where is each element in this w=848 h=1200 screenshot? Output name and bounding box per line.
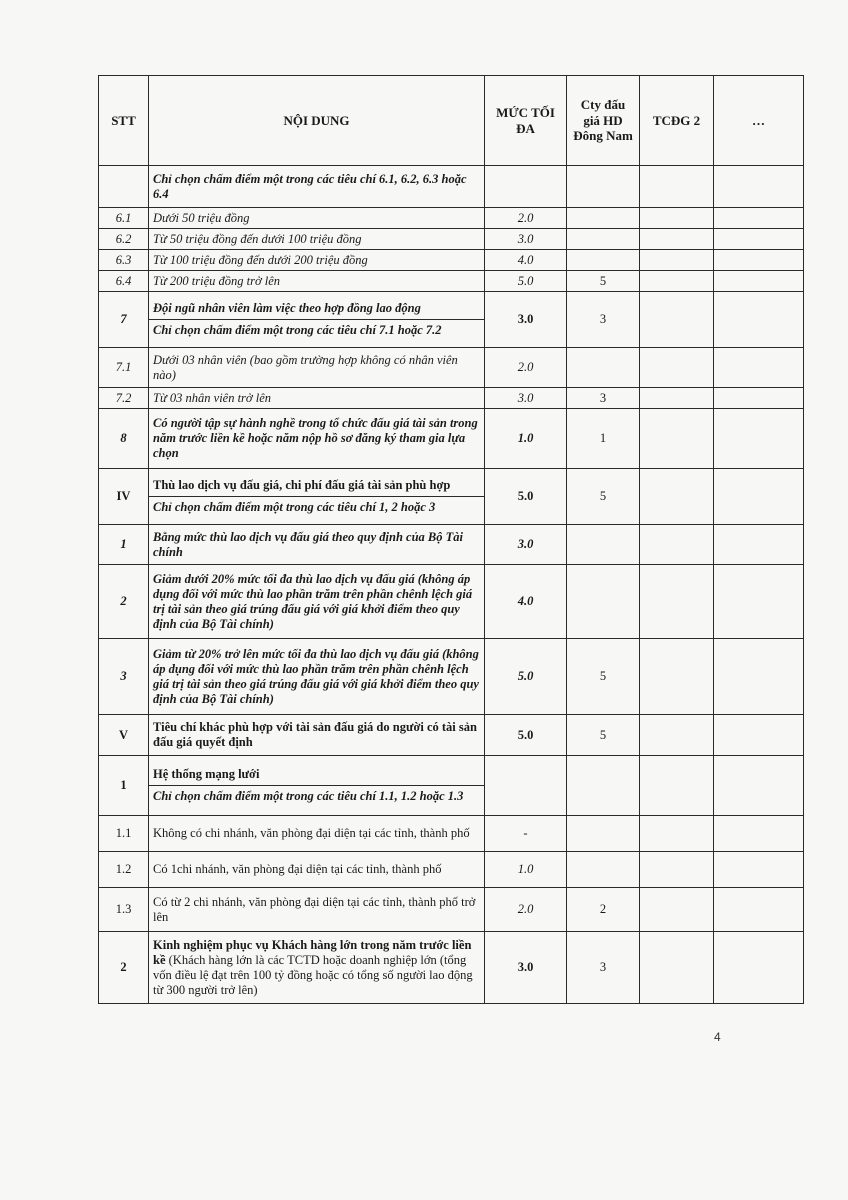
row-tcdg2 (640, 525, 714, 565)
row-tcdg2 (640, 715, 714, 756)
row-tcdg2 (640, 852, 714, 888)
row-tcdg2 (640, 469, 714, 525)
row-tcdg2 (640, 888, 714, 932)
row-more (714, 250, 804, 271)
row-max (485, 166, 567, 208)
row-tcdg2 (640, 229, 714, 250)
table-row (99, 271, 804, 292)
row-more (714, 816, 804, 852)
row-max: 1.0 (485, 409, 567, 469)
row-tcdg2 (640, 166, 714, 208)
row-tcdg2 (640, 271, 714, 292)
row-stt: 6.4 (99, 271, 149, 292)
row-content-heading: Kinh nghiệm phục vụ Khách hàng lớn trong năm trước liền kề (153, 937, 472, 967)
row-content-note: Chỉ chọn chấm điểm một trong các tiêu chí 7.1 hoặc 7.2 (153, 323, 442, 337)
table-row (99, 250, 804, 271)
row-stt: 1.2 (99, 852, 149, 888)
table-row (99, 292, 804, 348)
row-tcdg2 (640, 250, 714, 271)
row-max: 4.0 (485, 565, 567, 639)
row-content: Không có chi nhánh, văn phòng đại diện tại các tỉnh, thành phố (149, 816, 485, 852)
row-content: Từ 100 triệu đồng đến dưới 200 triệu đồng (149, 250, 485, 271)
row-more (714, 888, 804, 932)
row-stt: 1 (99, 525, 149, 565)
row-more (714, 639, 804, 715)
row-more (714, 208, 804, 229)
row-content: Tiêu chí khác phù hợp với tài sản đấu giá do người có tài sản đấu giá quyết định (149, 715, 485, 756)
table-row (99, 525, 804, 565)
row-stt (99, 166, 149, 208)
table-row (99, 166, 804, 208)
row-max: 2.0 (485, 348, 567, 388)
row-cty: 5 (567, 271, 640, 292)
row-stt: 7 (99, 292, 149, 348)
row-cty (567, 348, 640, 388)
row-content: Giảm từ 20% trở lên mức tối đa thù lao dịch vụ đấu giá (không áp dụng đối với mức thù lao phần trăm trên phần chênh lệch giá trị tài sản theo giá trúng đấu giá với giá khởi điểm theo quy định của Bộ Tài chính) (149, 639, 485, 715)
table-row (99, 756, 804, 816)
row-stt: 6.1 (99, 208, 149, 229)
row-more (714, 292, 804, 348)
row-more (714, 166, 804, 208)
row-content-heading: Đội ngũ nhân viên làm việc theo hợp đồng lao động (149, 301, 484, 320)
row-stt: 6.3 (99, 250, 149, 271)
row-max: 1.0 (485, 852, 567, 888)
row-more (714, 565, 804, 639)
row-more (714, 348, 804, 388)
row-max: 2.0 (485, 888, 567, 932)
row-content (149, 292, 485, 348)
row-cty: 3 (567, 292, 640, 348)
row-more (714, 756, 804, 816)
page-number: 4 (714, 1030, 721, 1044)
row-max: 3.0 (485, 292, 567, 348)
criteria-table (98, 75, 804, 1004)
row-content-note: Chỉ chọn chấm điểm một trong các tiêu chí 1, 2 hoặc 3 (153, 500, 436, 514)
header-muc-toi-da: MỨC TỐI ĐA (485, 76, 567, 166)
row-max: 5.0 (485, 639, 567, 715)
table-row (99, 348, 804, 388)
row-max: 3.0 (485, 388, 567, 409)
header-cty: Cty đấu giá HD Đông Nam (567, 76, 640, 166)
row-cty (567, 816, 640, 852)
row-tcdg2 (640, 292, 714, 348)
row-cty (567, 208, 640, 229)
table-header-row (99, 76, 804, 166)
row-tcdg2 (640, 639, 714, 715)
row-cty: 5 (567, 469, 640, 525)
row-max: - (485, 816, 567, 852)
row-more (714, 469, 804, 525)
header-stt: STT (99, 76, 149, 166)
row-stt: 6.2 (99, 229, 149, 250)
row-more (714, 932, 804, 1004)
row-content: Dưới 50 triệu đồng (149, 208, 485, 229)
row-stt: 3 (99, 639, 149, 715)
row-stt: 1.3 (99, 888, 149, 932)
header-tcdg2: TCĐG 2 (640, 76, 714, 166)
table-row (99, 565, 804, 639)
row-content: Có người tập sự hành nghề trong tổ chức đấu giá tài sản trong năm trước liền kề hoặc năm nộp hồ sơ đăng ký tham gia lựa chọn (149, 409, 485, 469)
row-content: Từ 03 nhân viên trở lên (149, 388, 485, 409)
row-tcdg2 (640, 565, 714, 639)
row-tcdg2 (640, 816, 714, 852)
table-row (99, 888, 804, 932)
row-tcdg2 (640, 409, 714, 469)
row-tcdg2 (640, 756, 714, 816)
row-content (149, 932, 485, 1004)
table-row (99, 932, 804, 1004)
row-cty: 2 (567, 888, 640, 932)
row-cty (567, 565, 640, 639)
row-tcdg2 (640, 932, 714, 1004)
row-cty: 5 (567, 639, 640, 715)
row-cty (567, 756, 640, 816)
row-more (714, 715, 804, 756)
table-row (99, 715, 804, 756)
row-cty: 3 (567, 932, 640, 1004)
row-max: 2.0 (485, 208, 567, 229)
row-content (149, 469, 485, 525)
row-content: Từ 200 triệu đồng trở lên (149, 271, 485, 292)
row-tcdg2 (640, 388, 714, 409)
row-more (714, 388, 804, 409)
row-max: 3.0 (485, 229, 567, 250)
row-content-note: Chỉ chọn chấm điểm một trong các tiêu chí 1.1, 1.2 hoặc 1.3 (153, 789, 464, 803)
table-row (99, 639, 804, 715)
row-more (714, 409, 804, 469)
row-stt: 2 (99, 932, 149, 1004)
row-max: 5.0 (485, 469, 567, 525)
table-row (99, 388, 804, 409)
row-stt: 2 (99, 565, 149, 639)
row-content: Bằng mức thù lao dịch vụ đấu giá theo quy định của Bộ Tài chính (149, 525, 485, 565)
row-content (149, 756, 485, 816)
row-max (485, 756, 567, 816)
row-cty: 3 (567, 388, 640, 409)
row-stt: V (99, 715, 149, 756)
table-row (99, 852, 804, 888)
table-row (99, 208, 804, 229)
row-cty (567, 852, 640, 888)
row-more (714, 271, 804, 292)
table-row (99, 816, 804, 852)
row-content: Có 1chi nhánh, văn phòng đại diện tại các tỉnh, thành phố (149, 852, 485, 888)
row-max: 4.0 (485, 250, 567, 271)
row-stt: 7.2 (99, 388, 149, 409)
table-row (99, 229, 804, 250)
row-cty: 5 (567, 715, 640, 756)
table-row (99, 469, 804, 525)
row-content: Giảm dưới 20% mức tối đa thù lao dịch vụ đấu giá (không áp dụng đối với mức thù lao phần trăm trên phần chênh lệch giá trị tài sản theo giá trúng đấu giá với giá khởi điểm theo quy định của Bộ Tài chính) (149, 565, 485, 639)
row-stt: 7.1 (99, 348, 149, 388)
row-cty (567, 525, 640, 565)
row-stt: IV (99, 469, 149, 525)
row-content-heading: Hệ thống mạng lưới (149, 767, 484, 786)
row-stt: 1 (99, 756, 149, 816)
row-cty (567, 229, 640, 250)
row-content-heading: Thù lao dịch vụ đấu giá, chi phí đấu giá tài sản phù hợp (149, 478, 484, 497)
row-cty (567, 250, 640, 271)
header-more: … (714, 76, 804, 166)
row-content: Từ 50 triệu đồng đến dưới 100 triệu đồng (149, 229, 485, 250)
row-stt: 8 (99, 409, 149, 469)
row-content: Có từ 2 chi nhánh, văn phòng đại diện tại các tỉnh, thành phố trở lên (149, 888, 485, 932)
row-more (714, 525, 804, 565)
row-cty: 1 (567, 409, 640, 469)
row-cty (567, 166, 640, 208)
row-more (714, 852, 804, 888)
row-max: 5.0 (485, 271, 567, 292)
row-tcdg2 (640, 348, 714, 388)
row-stt: 1.1 (99, 816, 149, 852)
table-row (99, 409, 804, 469)
row-tcdg2 (640, 208, 714, 229)
row-max: 3.0 (485, 525, 567, 565)
row-more (714, 229, 804, 250)
header-noi-dung: NỘI DUNG (149, 76, 485, 166)
row-max: 5.0 (485, 715, 567, 756)
row-content: Dưới 03 nhân viên (bao gồm trường hợp không có nhân viên nào) (149, 348, 485, 388)
row-content: Chỉ chọn chấm điểm một trong các tiêu chí 6.1, 6.2, 6.3 hoặc 6.4 (149, 166, 485, 208)
row-content-note: (Khách hàng lớn là các TCTD hoặc doanh nghiệp lớn (tổng vốn điều lệ đạt trên 100 tỷ đồng hoặc có tổng số người lao động từ 300 người trở lên) (153, 952, 473, 997)
row-max: 3.0 (485, 932, 567, 1004)
